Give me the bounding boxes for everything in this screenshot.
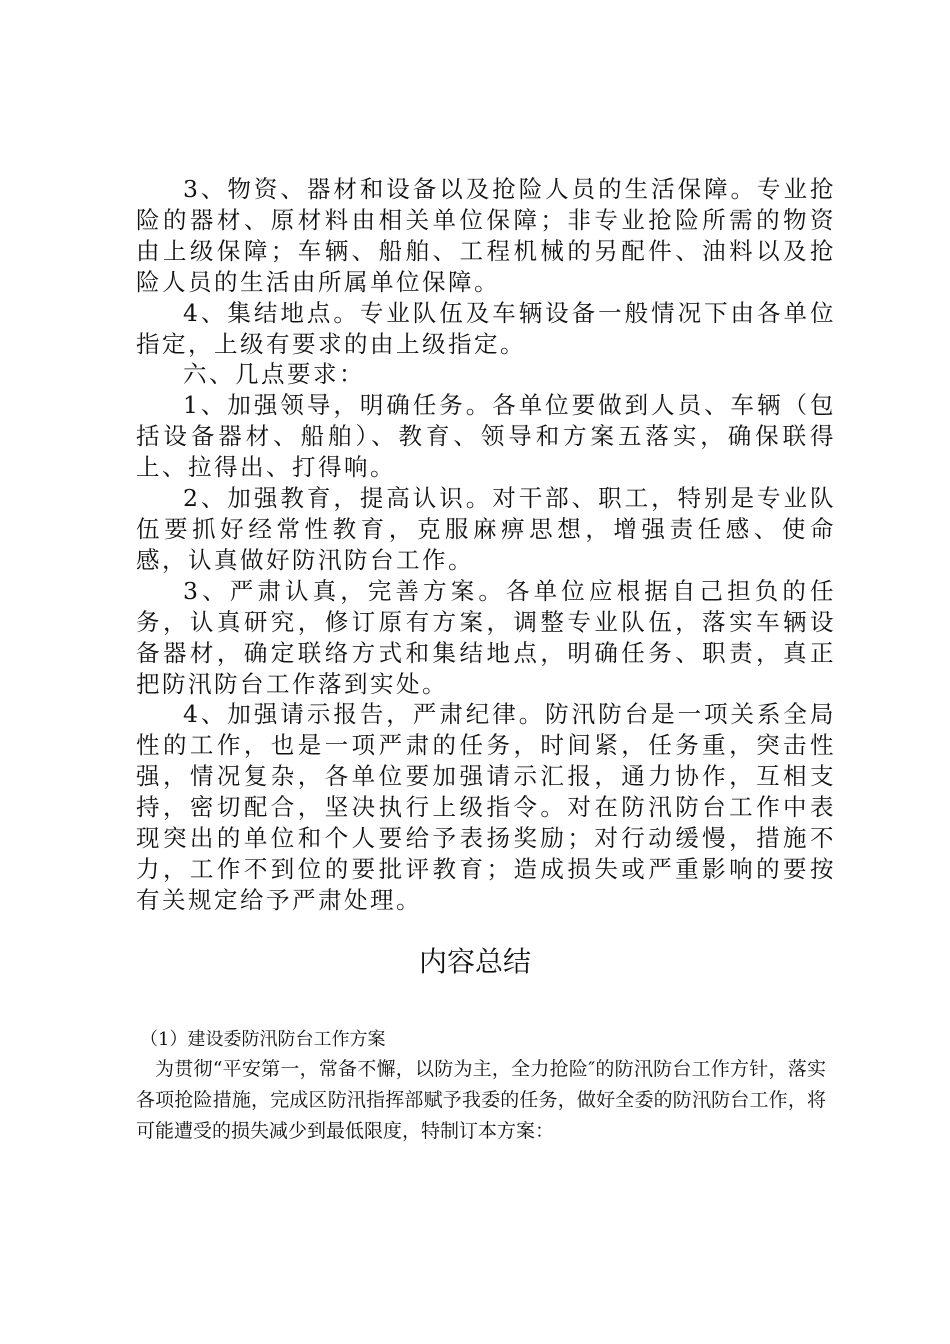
paragraph-discipline: 4、加强请示报告，严肃纪律。防汛防台是一项关系全局性的工作，也是一项严肃的任务，时间紧，任务重，突击性强，情况复杂，各单位要加强请示汇报，通力协作，互相支持，密切配合，坚决执行上级指令。对在防汛防台工作中表现突出的单位和个人要给予表扬奖励；对行动缓慢，措施不力，工作不到位的要批评教育；造成损失或严重影响的要按有关规定给予严肃处理。 [136,700,836,914]
paragraph-supplies: 3、物资、器材和设备以及抢险人员的生活保障。专业抢险的器材、原材料由相关单位保障；非专业抢险所需的物资由上级保障；车辆、船舶、工程机械的另配件、油料以及抢险人员的生活由所属单位保障。 [136,175,836,296]
summary-body: 为贯彻“平安第一，常备不懈，以防为主，全力抢险″的防汛防台工作方针，落实各项抢险措施，完成区防汛指挥部赋予我委的任务，做好全委的防汛防台工作，将可能遭受的损失减少到最低限度，特制订本方案： [136,1058,826,1142]
paragraph-plan: 3、严肃认真，完善方案。各单位应根据自己担负的任务，认真研究，修订原有方案，调整专业队伍，落实车辆设备器材，确定联络方式和集结地点，明确任务、职责，真正把防汛防台工作落到实处。 [136,576,836,698]
section-heading-requirements: 六、几点要求： [183,360,365,389]
document-body [136,174,836,916]
summary-title: 内容总结 [418,945,531,978]
paragraph-assembly-point: 4、集结地点。专业队伍及车辆设备一般情况下由各单位指定，上级有要求的由上级指定。 [136,298,836,358]
paragraph-education: 2、加强教育，提高认识。对干部、职工，特别是专业队伍要抓好经常性教育，克服麻痹思想，增强责任感、使命感，认真做好防汛防台工作。 [136,484,836,574]
paragraph-leadership: 1、加强领导，明确任务。各单位要做到人员、车辆（包括设备器材、船舶）、教育、领导和方案五落实，确保联得上、拉得出、打得响。 [136,391,836,482]
summary-subtitle: （1）建设委防汛防台工作方案 [140,1029,386,1050]
